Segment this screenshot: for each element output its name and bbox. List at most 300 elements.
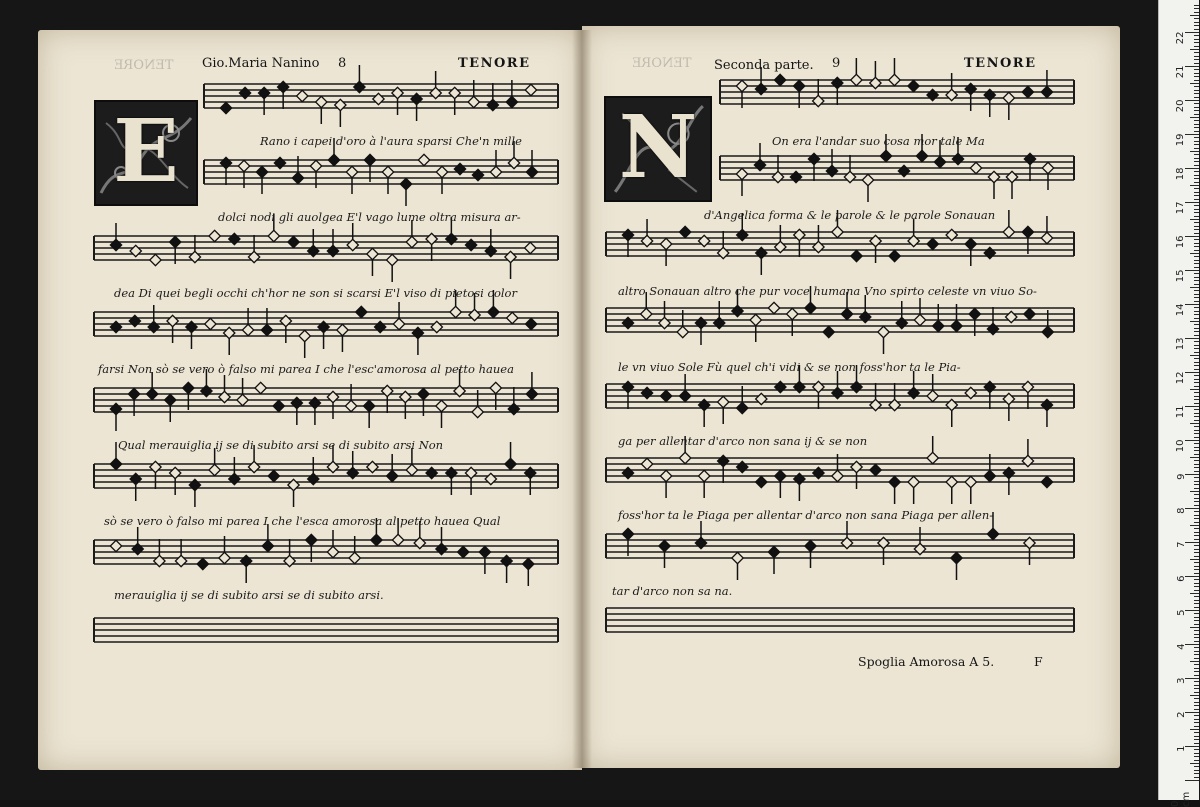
note-head	[889, 476, 900, 487]
ruler-tick	[1194, 328, 1199, 329]
ruler-tick	[1185, 372, 1199, 373]
ruler-tick	[1194, 18, 1199, 19]
note-head	[505, 251, 516, 262]
note-head	[1024, 153, 1035, 164]
note-head	[756, 476, 767, 487]
note-head	[310, 160, 321, 171]
note-head	[525, 318, 536, 329]
ruler-tick	[1194, 205, 1199, 206]
ruler-tick	[1194, 161, 1199, 162]
note-head	[737, 402, 748, 413]
ruler-tick	[1194, 171, 1199, 172]
ruler-tick	[1190, 729, 1199, 730]
note-head	[951, 552, 962, 563]
note-head	[965, 83, 976, 94]
ruler-tick	[1194, 634, 1199, 635]
note-head	[418, 154, 429, 165]
note-head	[898, 165, 909, 176]
ruler-tick	[1185, 440, 1199, 441]
note-head	[1003, 92, 1014, 103]
note-head	[775, 381, 786, 392]
note-head	[622, 317, 633, 328]
note-head	[485, 245, 496, 256]
note-head	[392, 87, 403, 98]
ruler-tick	[1185, 474, 1199, 475]
note-head	[356, 306, 367, 317]
note-head	[436, 166, 447, 177]
note-head	[229, 473, 240, 484]
note-head	[970, 162, 981, 173]
note-head	[908, 476, 919, 487]
ruler-tick	[1194, 409, 1199, 410]
ruler-tick	[1194, 722, 1199, 723]
book-gutter	[572, 30, 592, 768]
ruler-number: 13	[1175, 337, 1187, 351]
ruler-tick	[1194, 137, 1199, 138]
note-head	[1022, 455, 1033, 466]
note-head	[327, 546, 338, 557]
ruler-tick	[1194, 603, 1199, 604]
note-head	[934, 156, 945, 167]
ruler-tick	[1194, 63, 1199, 64]
ruler-tick	[1190, 355, 1199, 356]
note-head	[189, 251, 200, 262]
note-head	[1006, 311, 1017, 322]
note-head	[373, 93, 384, 104]
note-head	[347, 467, 358, 478]
ruler-tick	[1194, 705, 1199, 706]
note-head	[768, 546, 779, 557]
measurement-ruler	[1158, 0, 1199, 807]
ruler-tick	[1194, 443, 1199, 444]
note-head	[1041, 232, 1052, 243]
ruler-number: 0 cm	[1170, 791, 1192, 807]
note-head	[695, 537, 706, 548]
left-page	[38, 30, 582, 770]
note-head	[965, 387, 976, 398]
note-head	[523, 558, 534, 569]
note-head	[255, 382, 266, 393]
note-head	[354, 81, 365, 92]
ruler-tick	[1194, 484, 1199, 485]
note-head	[426, 233, 437, 244]
ruler-tick	[1194, 307, 1199, 308]
ruler-tick	[1194, 216, 1199, 217]
lyric-line-3-left: dea Di quei begli occhi ch'hor ne son si scarsi E'l viso di pietosi color	[114, 286, 517, 300]
voice-header-right: TENORE	[964, 56, 1037, 71]
ruler-tick	[1194, 637, 1199, 638]
note-head	[896, 317, 907, 328]
ruler-tick	[1194, 477, 1199, 478]
ruler-tick	[1194, 379, 1199, 380]
lyric-line-3-right: altro Sonauan altro che pur voce humana Vno spirto celeste vn viuo So-	[618, 284, 1037, 298]
note-head	[641, 235, 652, 246]
note-head	[660, 470, 671, 481]
ruler-tick	[1194, 222, 1199, 223]
ruler-tick	[1194, 552, 1199, 553]
note-head	[220, 102, 231, 113]
ruler-tick	[1194, 671, 1199, 672]
ruler-number: 2	[1175, 711, 1187, 718]
note-head	[449, 87, 460, 98]
ruler-tick	[1194, 260, 1199, 261]
ruler-tick	[1185, 508, 1199, 509]
ruler-tick	[1194, 420, 1199, 421]
ruler-tick	[1185, 780, 1199, 781]
ruler-tick	[1185, 746, 1199, 747]
note-head	[908, 235, 919, 246]
note-head	[406, 464, 417, 475]
ruler-tick	[1194, 348, 1199, 349]
page-number-right: 9	[832, 56, 841, 71]
ruler-tick	[1194, 256, 1199, 257]
ruler-tick	[1194, 766, 1199, 767]
ruler-tick	[1194, 358, 1199, 359]
ruler-number: 14	[1175, 303, 1187, 317]
ruler-tick	[1194, 114, 1199, 115]
ruler-tick	[1194, 416, 1199, 417]
note-head	[308, 245, 319, 256]
ruler-tick	[1194, 522, 1199, 523]
ruler-tick	[1194, 549, 1199, 550]
ruler-tick	[1185, 610, 1199, 611]
note-head	[755, 83, 766, 94]
ruler-tick	[1190, 151, 1199, 152]
note-head	[170, 467, 181, 478]
ruler-tick	[1185, 304, 1199, 305]
note-head	[984, 89, 995, 100]
ruler-tick	[1194, 739, 1199, 740]
note-head	[737, 229, 748, 240]
note-head	[446, 467, 457, 478]
note-head	[430, 87, 441, 98]
note-head	[870, 399, 881, 410]
note-head	[165, 394, 176, 405]
ruler-number: 4	[1175, 643, 1187, 650]
lyric-line-2-left: dolci nodi gli auolgea E'l vago lume oltra misura ar-	[218, 210, 521, 224]
note-head	[660, 238, 671, 249]
note-head	[794, 80, 805, 91]
ruler-tick	[1194, 447, 1199, 448]
ruler-tick	[1194, 760, 1199, 761]
note-head	[813, 95, 824, 106]
ruler-tick	[1194, 719, 1199, 720]
ruler-tick	[1194, 382, 1199, 383]
note-head	[490, 166, 501, 177]
note-head	[826, 165, 837, 176]
note-head	[418, 388, 429, 399]
ruler-tick	[1194, 454, 1199, 455]
note-head	[794, 381, 805, 392]
lyric-line-1-right: On era l'andar suo cosa mor tale Ma	[772, 134, 985, 148]
initial-letter-left: E	[113, 101, 179, 202]
ruler-tick	[1190, 627, 1199, 628]
note-head	[1022, 381, 1033, 392]
note-head	[908, 387, 919, 398]
ruler-tick	[1190, 695, 1199, 696]
ruler-tick	[1194, 29, 1199, 30]
note-head	[201, 385, 212, 396]
note-head	[487, 99, 498, 110]
note-head	[431, 321, 442, 332]
note-head	[641, 458, 652, 469]
ruler-tick	[1190, 661, 1199, 662]
ruler-number: 11	[1175, 405, 1187, 419]
note-head	[775, 470, 786, 481]
note-head	[220, 157, 231, 168]
ruler-tick	[1185, 712, 1199, 713]
ruler-tick	[1185, 270, 1199, 271]
note-head	[258, 87, 269, 98]
ruler-tick	[1194, 73, 1199, 74]
ruler-tick	[1194, 450, 1199, 451]
ruler-tick	[1194, 362, 1199, 363]
note-head	[261, 324, 272, 335]
ruler-tick	[1194, 311, 1199, 312]
note-head	[400, 178, 411, 189]
ruler-number: 10	[1175, 439, 1187, 453]
note-head	[832, 226, 843, 237]
ruler-tick	[1194, 22, 1199, 23]
note-head	[508, 403, 519, 414]
note-head	[229, 233, 240, 244]
ruler-tick	[1194, 195, 1199, 196]
ruler-tick	[1194, 144, 1199, 145]
note-head	[110, 239, 121, 250]
note-head	[371, 534, 382, 545]
ruler-tick	[1194, 430, 1199, 431]
note-head	[197, 558, 208, 569]
page-number-left: 8	[338, 56, 347, 71]
ruler-tick	[1194, 192, 1199, 193]
ruler-tick	[1194, 569, 1199, 570]
ruler-tick	[1194, 263, 1199, 264]
ruler-tick	[1194, 226, 1199, 227]
note-head	[622, 229, 633, 240]
note-head	[1006, 171, 1017, 182]
note-head	[841, 537, 852, 548]
ruler-tick	[1194, 498, 1199, 499]
note-head	[472, 406, 483, 417]
note-head	[813, 381, 824, 392]
ruler-tick	[1194, 685, 1199, 686]
ruler-tick	[1194, 331, 1199, 332]
ruler-tick	[1194, 620, 1199, 621]
note-head	[525, 84, 536, 95]
note-head	[346, 166, 357, 177]
ruler-number: 9	[1175, 473, 1187, 480]
note-head	[952, 153, 963, 164]
note-head	[167, 315, 178, 326]
note-head	[927, 452, 938, 463]
ruler-tick	[1194, 698, 1199, 699]
note-head	[659, 317, 670, 328]
note-head	[775, 241, 786, 252]
note-head	[679, 452, 690, 463]
ruler-tick	[1194, 188, 1199, 189]
ruler-tick	[1194, 158, 1199, 159]
lyric-line-2-right: d'Angelica forma & le parole & le parole Sonauan	[704, 208, 996, 222]
lyric-line-4-left: farsi Non sò se vero ò falso mi parea I che l'esc'amorosa al petto haueа	[98, 362, 514, 376]
note-head	[908, 80, 919, 91]
ruler-tick	[1194, 267, 1199, 268]
note-head	[1024, 537, 1035, 548]
note-head	[507, 312, 518, 323]
note-head	[946, 399, 957, 410]
ruler-tick	[1194, 770, 1199, 771]
note-head	[387, 254, 398, 265]
ruler-number: 6	[1175, 575, 1187, 582]
ruler-tick	[1194, 294, 1199, 295]
ruler-number: 12	[1175, 371, 1187, 385]
ruler-tick	[1194, 131, 1199, 132]
ruler-tick	[1194, 369, 1199, 370]
note-head	[224, 327, 235, 338]
note-head	[622, 528, 633, 539]
ruler-tick	[1194, 352, 1199, 353]
ruler-tick	[1194, 664, 1199, 665]
ruler-tick	[1194, 5, 1199, 6]
ruler-tick	[1194, 481, 1199, 482]
note-head	[946, 229, 957, 240]
note-head	[1024, 308, 1035, 319]
initial-letter-right: N	[618, 97, 698, 198]
note-head	[984, 470, 995, 481]
ruler-tick	[1194, 566, 1199, 567]
note-head	[219, 552, 230, 563]
note-head	[622, 381, 633, 392]
note-head	[1003, 393, 1014, 404]
note-head	[506, 96, 517, 107]
note-head	[870, 77, 881, 88]
note-head	[1003, 467, 1014, 478]
note-head	[679, 390, 690, 401]
ruler-tick	[1190, 83, 1199, 84]
lyric-line-1-left: Rano i capei d'oro à l'aura sparsi Che'n mille	[260, 134, 522, 148]
ruler-tick	[1194, 511, 1199, 512]
ruler-tick	[1190, 593, 1199, 594]
ruler-tick	[1185, 644, 1199, 645]
ruler-tick	[1190, 49, 1199, 50]
ruler-tick	[1194, 59, 1199, 60]
ruler-tick	[1190, 321, 1199, 322]
ruler-number: 20	[1175, 99, 1187, 113]
ruler-tick	[1194, 392, 1199, 393]
ruler-tick	[1194, 413, 1199, 414]
note-head	[946, 89, 957, 100]
note-head	[132, 543, 143, 554]
right-page	[582, 26, 1120, 768]
note-head	[129, 315, 140, 326]
note-head	[933, 320, 944, 331]
note-head	[454, 163, 465, 174]
note-head	[262, 540, 273, 551]
note-head	[406, 236, 417, 247]
note-head	[241, 555, 252, 566]
ruler-tick	[1194, 165, 1199, 166]
note-head	[327, 461, 338, 472]
note-head	[988, 171, 999, 182]
note-head	[392, 534, 403, 545]
note-head	[750, 314, 761, 325]
note-head	[660, 390, 671, 401]
note-head	[794, 473, 805, 484]
ruler-tick	[1194, 246, 1199, 247]
lyric-line-5-left: Qual merauiglia ij se di subito arsi se di subito arsi Non	[118, 438, 444, 452]
note-head	[965, 476, 976, 487]
note-head	[335, 99, 346, 110]
note-head	[248, 461, 259, 472]
ruler-tick	[1194, 600, 1199, 601]
ruler-tick	[1194, 749, 1199, 750]
ruler-tick	[1194, 120, 1199, 121]
note-head	[832, 387, 843, 398]
note-head	[718, 455, 729, 466]
note-head	[851, 74, 862, 85]
ruler-tick	[1190, 525, 1199, 526]
ruler-number: 5	[1175, 609, 1187, 616]
note-head	[969, 308, 980, 319]
note-head	[288, 479, 299, 490]
ruler-tick	[1194, 471, 1199, 472]
note-head	[718, 396, 729, 407]
note-head	[1042, 326, 1053, 337]
ruler-tick	[1194, 86, 1199, 87]
note-head	[679, 226, 690, 237]
note-head	[1022, 226, 1033, 237]
note-head	[128, 388, 139, 399]
note-head	[525, 242, 536, 253]
ruler-tick	[1194, 229, 1199, 230]
note-head	[465, 467, 476, 478]
note-head	[318, 321, 329, 332]
note-head	[794, 229, 805, 240]
ruler-number: 17	[1175, 201, 1187, 215]
ruler-tick	[1194, 573, 1199, 574]
ruler-tick	[1194, 675, 1199, 676]
ruler-number: 21	[1175, 65, 1187, 79]
ruler-tick	[1194, 341, 1199, 342]
note-head	[278, 81, 289, 92]
ruler-tick	[1194, 654, 1199, 655]
note-head	[927, 390, 938, 401]
ruler-tick	[1194, 56, 1199, 57]
ruler-tick	[1185, 100, 1199, 101]
note-head	[889, 250, 900, 261]
note-head	[526, 388, 537, 399]
ruler-number: 1	[1175, 745, 1187, 752]
ruler-tick	[1194, 403, 1199, 404]
note-head	[984, 247, 995, 258]
note-head	[1003, 226, 1014, 237]
ruler-tick	[1194, 39, 1199, 40]
ruler-number: 18	[1175, 167, 1187, 181]
note-head	[737, 461, 748, 472]
note-head	[393, 318, 404, 329]
note-head	[297, 90, 308, 101]
note-head	[170, 236, 181, 247]
ruler-number: 19	[1175, 133, 1187, 147]
note-head	[870, 235, 881, 246]
ruler-tick	[1194, 692, 1199, 693]
ruler-tick	[1194, 709, 1199, 710]
ruler-tick	[1190, 457, 1199, 458]
note-head	[851, 461, 862, 472]
ruler-tick	[1190, 559, 1199, 560]
ruler-tick	[1194, 773, 1199, 774]
ruler-tick	[1194, 375, 1199, 376]
ruler-tick	[1194, 277, 1199, 278]
